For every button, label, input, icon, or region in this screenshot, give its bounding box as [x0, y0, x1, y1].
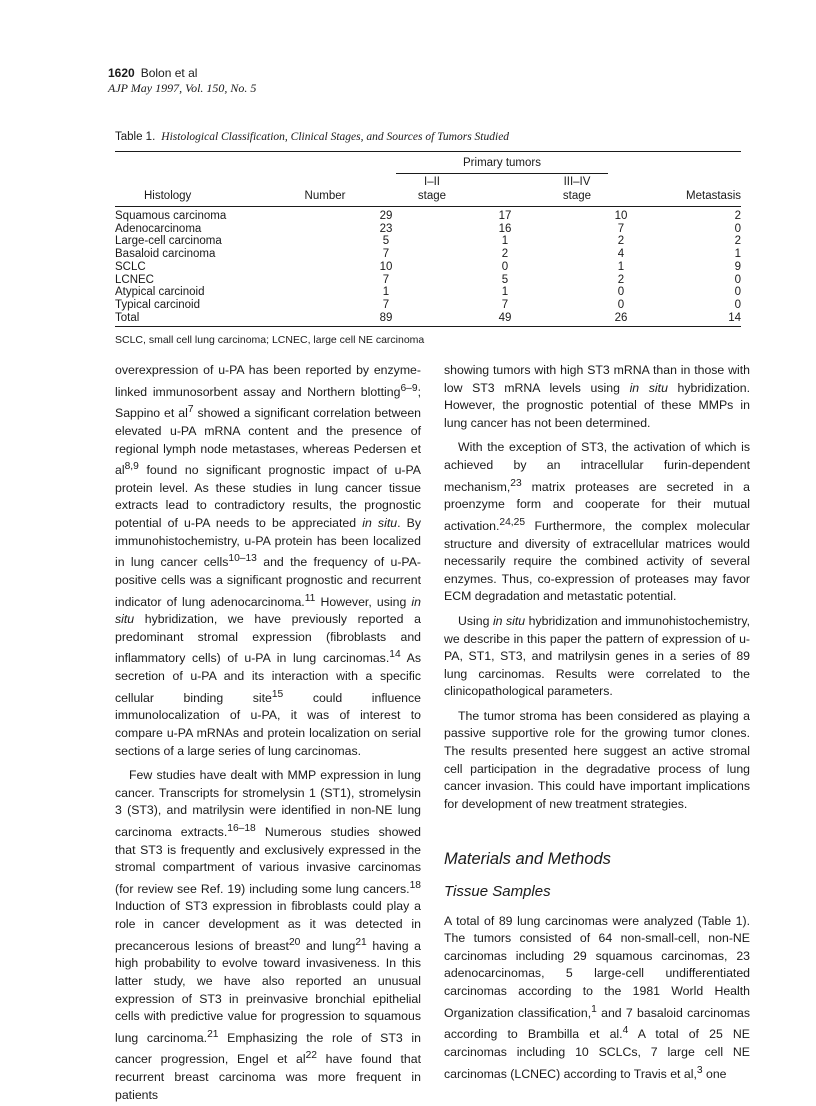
col-header-stage-3-4-bottom: stage — [562, 190, 592, 202]
col-header-metastasis: Metastasis — [686, 190, 741, 202]
cell-metastasis: 0 — [734, 286, 741, 299]
cell-stage-3-4: 26 — [614, 311, 628, 324]
cell-number: 23 — [379, 222, 393, 235]
cell-stage-3-4: 10 — [614, 210, 628, 222]
body-paragraph: Using in situ hybridization and immunohistochemistry, we describe in this paper the pattern of expression of u-PA, ST1, ST3, and matrilysin genes in a series of 89 lung carcinomas. Results were correlated to the clinicopathological parameters. — [444, 613, 750, 699]
table-group-header: Primary tumors — [463, 157, 541, 169]
body-paragraph: A total of 89 lung carcinomas were analyzed (Table 1). The tumors consisted of 64 non-small-cell, non-NE carcinomas including 29 squamous carcinomas, 23 adenocarcinomas, 5 large-cell undifferentiated carcinomas according to the 1981 World Health Organization classification,$^1$ and 7 basaloid carcinomas according to Brambilla et al.$^4$ A total of 25 NE carcinomas including 10 SCLCs, 7 large cell NE carcinomas (LCNEC) according to Travis et al,$^3$ one — [444, 913, 750, 1081]
cell-metastasis: 0 — [734, 298, 741, 311]
subsection-heading: Tissue Samples — [444, 883, 551, 901]
cell-stage-1-2: 0 — [501, 260, 509, 273]
cell-stage-1-2: 16 — [498, 222, 512, 235]
table-row — [115, 210, 741, 223]
running-authors: Bolon et al — [140, 66, 198, 80]
col-header-stage-1-2 — [398, 175, 466, 203]
cell-histology: Adenocarcinoma — [115, 222, 202, 235]
cell-metastasis: 0 — [734, 273, 741, 286]
table-header-rule — [115, 206, 741, 207]
histology-table — [115, 210, 741, 324]
table-row — [115, 299, 741, 312]
cell-stage-3-4: 2 — [617, 235, 625, 248]
cell-stage-3-4: 4 — [617, 248, 625, 261]
table-bottom-rule — [115, 326, 741, 327]
cell-histology: Total — [115, 311, 140, 324]
cell-stage-1-2: 2 — [501, 248, 509, 261]
table-row — [115, 286, 741, 299]
table-footnote: SCLC, small cell lung carcinoma; LCNEC, large cell NE carcinoma — [115, 334, 425, 346]
table-title: Histological Classification, Clinical Stages, and Sources of Tumors Studied — [161, 131, 510, 143]
cell-number: 7 — [382, 298, 390, 311]
right-column — [444, 362, 750, 1083]
cell-histology: Large-cell carcinoma — [115, 235, 222, 248]
col-header-histology: Histology — [144, 190, 192, 202]
table-top-rule — [115, 151, 741, 152]
body-paragraph: With the exception of ST3, the activation of which is achieved by an intracellular furin-dependent mechanism,$^{23}$ matrix proteases are secreted in a proenzyme form and cooperate for their mutual activation.$^{24,25}$ Furthermore, the complex molecular structure and diversity of extracellular matrices would necessarily require the combined activity of several enzymes. Thus, co-expression of proteases may favor ECM degradation and metastatic potential. — [444, 440, 750, 604]
body-paragraph: showing tumors with high ST3 mRNA than in those with low ST3 mRNA levels using in situ hybridization. However, the prognostic potential of these MMPs in lung cancer has not been determined. — [444, 363, 751, 430]
cell-stage-1-2: 1 — [501, 286, 509, 299]
body-paragraph: overexpression of u-PA has been reported by enzyme-linked immunosorbent assay and Northern blotting$^{6-9}$; Sappino et $al^7$ showed a significant correlation between elevated u-PA mRNA content and the presence of regional lymph node metastases, whereas Pedersen et al$^{8,9}$ found no significant prognostic impact of u-PA protein level. As these studies in lung cancer tissue extracts lead to contradictory results, the prognostic potential of u-PA needs to be appreciated in situ. By immunohistochemistry, u-PA protein has been localized in lung cancer cells$^{10-13}$ and the frequency of u-PA-positive cells was a significant prognostic and recurrent indicator of lung adenocarcinoma.$^{11}$ However, using in situ hybridization, we have previously reported a predominant stromal expression (fibroblasts and inflammatory cells) of u-PA in lung carcinomas.$^{14}$ As secretion of u-PA and its interaction with a specific cellular binding site$^{15}$ could influence immunolocalization of u-PA, it was of interest to compare u-PA mRNAs and protein localization on serial sections of a large series of lung carcinomas. — [115, 363, 422, 758]
body-paragraph: The tumor stroma has been considered as playing a passive supportive role for the growing tumor clones. The results presented here suggest an active stromal cell participation in the degradative process of lung cancer invasion. This could have important implications for development of new treatment strategies. — [444, 708, 750, 811]
cell-stage-3-4: 0 — [617, 286, 625, 299]
running-header — [108, 66, 256, 96]
cell-number: 7 — [382, 248, 390, 261]
cell-number: 7 — [382, 273, 390, 286]
cell-stage-1-2: 7 — [501, 298, 509, 311]
table-row — [115, 223, 741, 236]
cell-histology: Basaloid carcinoma — [115, 248, 216, 261]
cell-histology: SCLC — [115, 260, 146, 273]
table-row — [115, 248, 741, 261]
cell-number: 5 — [382, 235, 390, 248]
table-row — [115, 312, 741, 325]
cell-metastasis: 9 — [734, 260, 741, 273]
table-row — [115, 261, 741, 274]
journal-citation: AJP May 1997, Vol. 150, No. 5 — [108, 81, 257, 95]
cell-metastasis: 2 — [734, 235, 741, 248]
table-label: Table 1. — [115, 131, 156, 143]
left-column — [115, 362, 421, 1104]
cell-stage-3-4: 2 — [617, 273, 625, 286]
page-number: 1620 — [108, 66, 135, 80]
col-header-stage-3-4-top: III–IV — [563, 176, 591, 188]
table-row — [115, 274, 741, 287]
cell-histology: Typical carcinoid — [115, 298, 201, 311]
cell-metastasis: 14 — [728, 311, 741, 324]
cell-stage-3-4: 0 — [617, 298, 625, 311]
table-group-rule — [396, 173, 608, 174]
cell-stage-1-2: 5 — [501, 273, 509, 286]
col-header-number: Number — [304, 190, 346, 202]
table-row — [115, 235, 741, 248]
cell-number: 1 — [382, 286, 390, 299]
col-header-stage-1-2-bottom: stage — [417, 190, 447, 202]
cell-stage-1-2: 17 — [498, 210, 512, 222]
cell-histology: LCNEC — [115, 273, 154, 286]
cell-stage-3-4: 1 — [617, 260, 625, 273]
cell-metastasis: 0 — [734, 222, 741, 235]
cell-stage-1-2: 1 — [501, 235, 509, 248]
cell-metastasis: 2 — [734, 210, 741, 222]
table-caption — [115, 131, 509, 143]
cell-stage-3-4: 7 — [617, 222, 625, 235]
cell-number: 29 — [379, 210, 393, 222]
cell-histology: Atypical carcinoid — [115, 286, 205, 299]
cell-number: 89 — [379, 311, 393, 324]
cell-stage-1-2: 49 — [498, 311, 512, 324]
body-paragraph: Few studies have dealt with MMP expression in lung cancer. Transcripts for stromelysin 1 (ST1), stromelysin 3 (ST3), and matrilysin were identified in non-NE lung carcinoma extracts.$^{16-18}$ Numerous studies showed that ST3 is frequently and exclusively expressed in the stromal compartment of various invasive carcinomas (for review see Ref. 19) including some lung cancers.$^{18}$ Induction of ST3 expression in fibroblasts could play a role in cancer development as it was detected in precancerous lesions of breast$^{20}$ and lung$^{21}$ having a high probability to evolve toward invasiveness. In this latter study, we have also reported an unusual expression of ST3 in preinvasive bronchial epithelial cells with predictive value for progression to squamous lung carcinoma.$^{21}$ Emphasizing the role of ST3 in cancer progression, Engel et $al^{22}$ have found that recurrent breast carcinoma was more frequent in patients — [115, 768, 421, 1102]
cell-metastasis: 1 — [734, 248, 741, 261]
col-header-stage-1-2-top: I–II — [424, 176, 440, 188]
cell-number: 10 — [379, 260, 393, 273]
section-heading: Materials and Methods — [444, 850, 611, 869]
col-header-stage-3-4 — [540, 175, 614, 203]
cell-histology: Squamous carcinoma — [115, 210, 227, 222]
